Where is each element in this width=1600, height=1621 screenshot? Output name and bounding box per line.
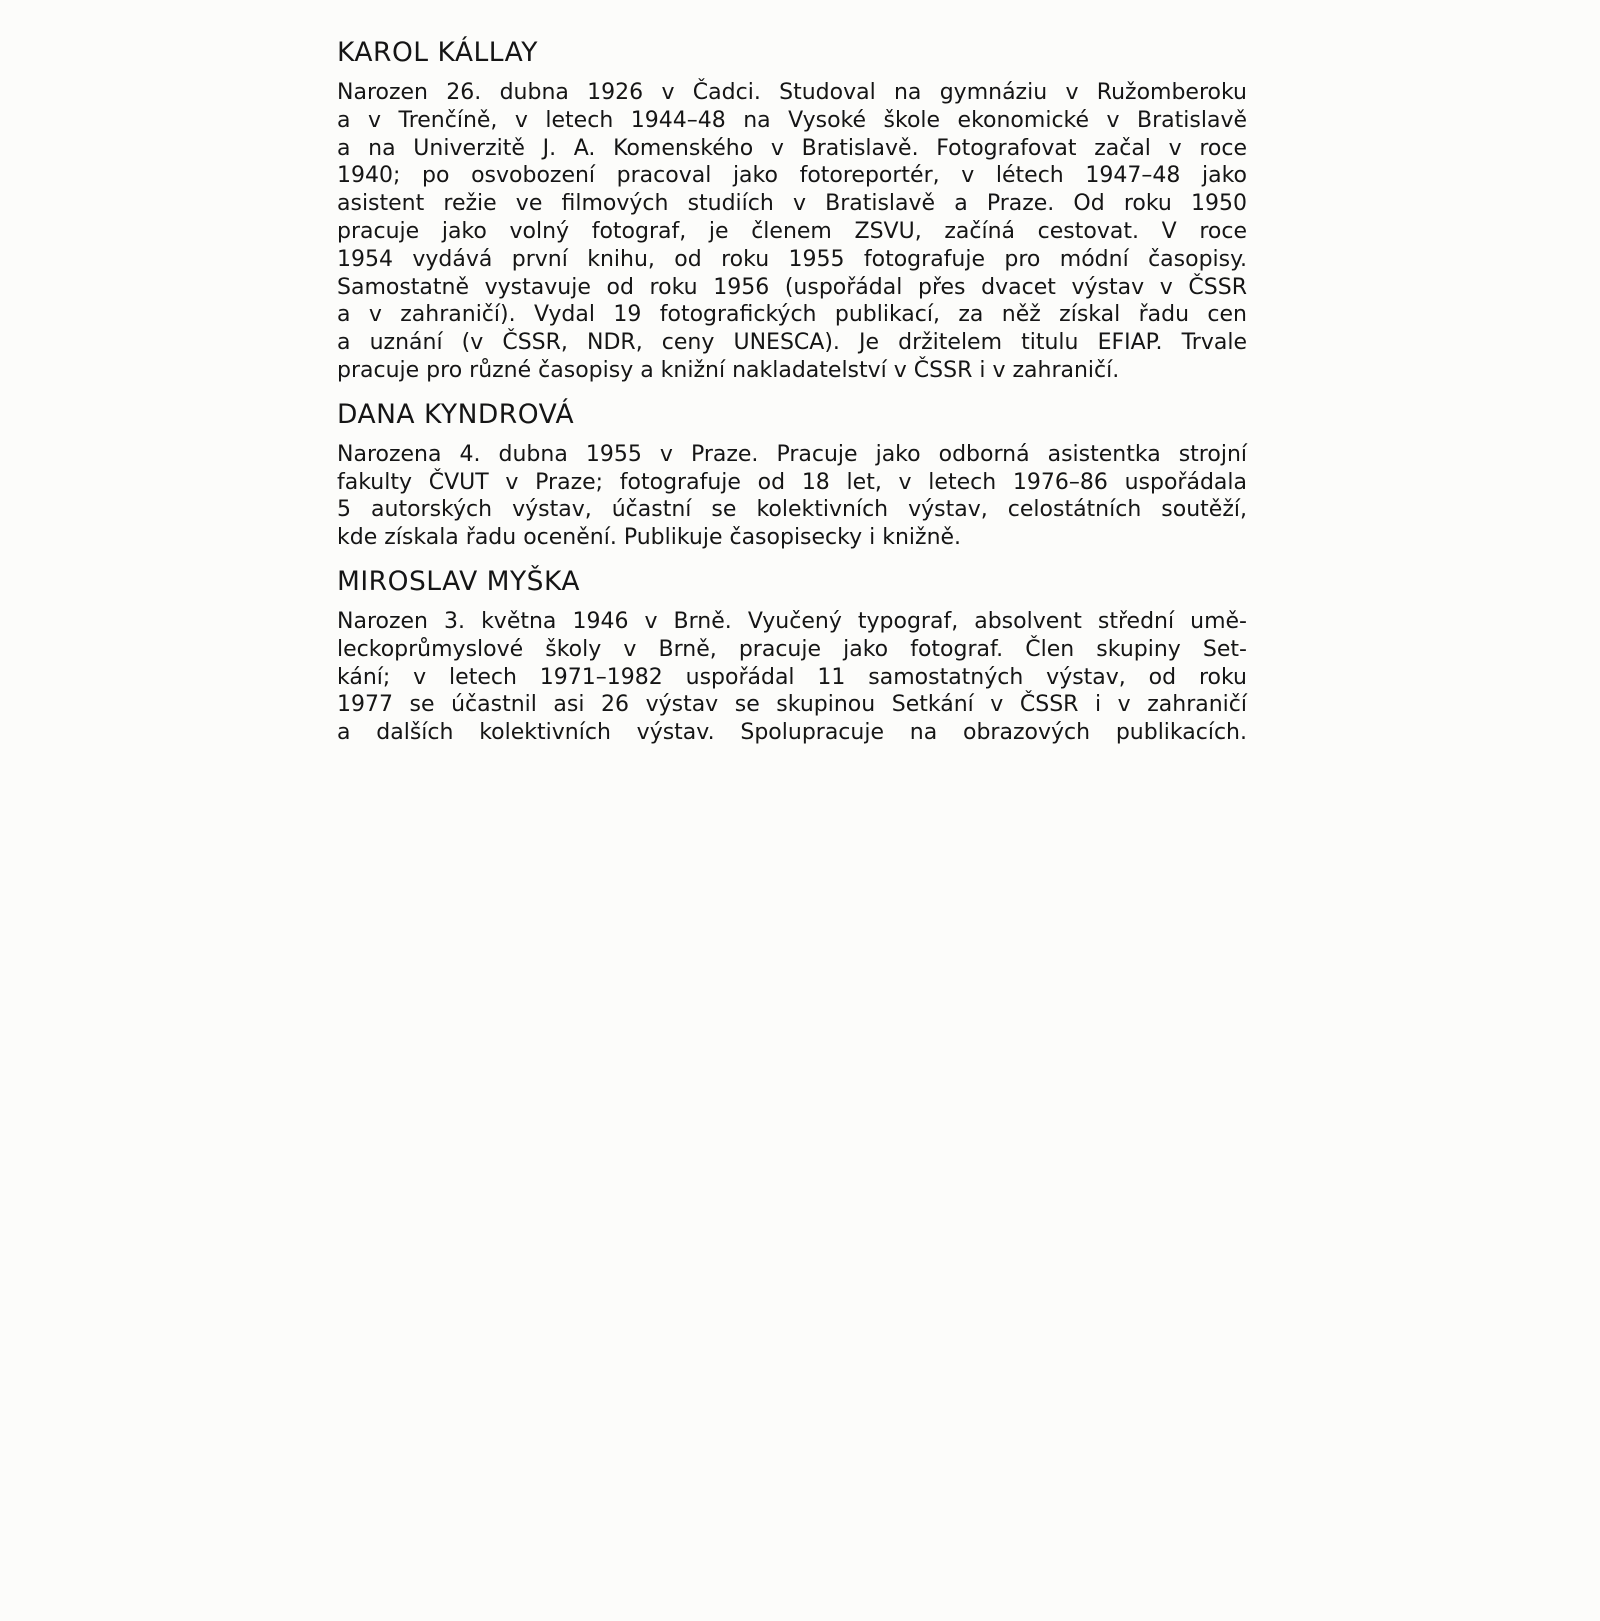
- bio-text: [337, 79, 1247, 385]
- text-line: a v zahraničí). Vydal 19 fotografických publikací, za něž získal řadu cen: [337, 302, 1247, 328]
- text-line: 1954 vydává první knihu, od roku 1955 fotografuje pro módní časopisy.: [337, 246, 1247, 272]
- text-line: pracuje jako volný fotograf, je členem ZSVU, začíná cestovat. V roce: [337, 218, 1247, 244]
- bio-name: KAROL KÁLLAY: [337, 37, 538, 68]
- text-line: Samostatně vystavuje od roku 1956 (uspořádal přes dvacet výstav v ČSSR: [337, 274, 1247, 300]
- text-line: a dalších kolektivních výstav. Spolupracuje na obrazových publikacích.: [337, 720, 1247, 746]
- bio-name: DANA KYNDROVÁ: [337, 398, 575, 430]
- bio-miroslav-myska: [337, 565, 1247, 747]
- text-line: Narozen 26. dubna 1926 v Čadci. Studoval na gymnáziu v Ružomberoku: [337, 80, 1247, 105]
- bio-text: [337, 608, 1247, 747]
- text-line: 5 autorských výstav, účastní se kolektivních výstav, celostátních soutěží,: [337, 497, 1247, 523]
- biographies: [337, 36, 1247, 760]
- bio-text: [337, 441, 1247, 552]
- text-line: 1977 se účastnil asi 26 výstav se skupinou Setkání v ČSSR i v zahraničí: [337, 692, 1247, 718]
- text-line: kde získala řadu ocenění. Publikuje časopisecky i knižně.: [337, 525, 962, 551]
- text-line: Narozena 4. dubna 1955 v Praze. Pracuje jako odborná asistentka strojní: [337, 441, 1247, 467]
- text-line: Narozen 3. května 1946 v Brně. Vyučený typograf, absolvent střední umě-: [337, 608, 1247, 634]
- text-line: fakulty ČVUT v Praze; fotografuje od 18 let, v letech 1976–86 uspořádala: [337, 469, 1247, 495]
- bio-karol-kallay: [337, 36, 1247, 385]
- text-line: a uznání (v ČSSR, NDR, ceny UNESCA). Je držitelem titulu EFIAP. Trvale: [337, 330, 1247, 356]
- text-line: 1940; po osvobození pracoval jako fotoreportér, v létech 1947–48 jako: [337, 163, 1247, 189]
- bio-name: MIROSLAV MYŠKA: [337, 565, 581, 597]
- text-line: kání; v letech 1971–1982 uspořádal 11 samostatných výstav, od roku: [337, 664, 1247, 690]
- bio-dana-kyndrova: [337, 398, 1247, 552]
- text-line: pracuje pro různé časopisy a knižní nakladatelství v ČSSR i v zahraničí.: [337, 357, 1120, 383]
- text-line: a v Trenčíně, v letech 1944–48 na Vysoké škole ekonomické v Bratislavě: [337, 107, 1247, 133]
- text-line: a na Univerzitě J. A. Komenského v Bratislavě. Fotografovat začal v roce: [337, 135, 1247, 161]
- text-line: leckoprůmyslové školy v Brně, pracuje jako fotograf. Člen skupiny Set-: [337, 636, 1247, 662]
- text-line: asistent režie ve filmových studiích v Bratislavě a Praze. Od roku 1950: [337, 191, 1247, 217]
